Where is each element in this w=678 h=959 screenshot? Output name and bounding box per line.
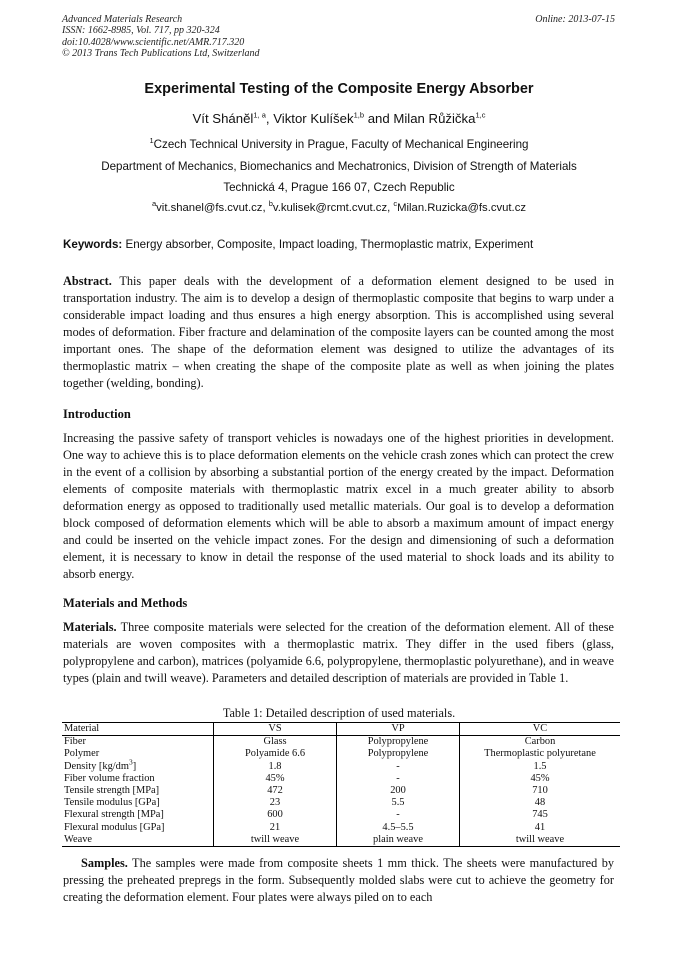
table-header-cell: VC	[460, 723, 621, 736]
issn: ISSN: 1662-8985, Vol. 717, pp 320-324	[62, 25, 220, 37]
table-row: Polymer Polyamide 6.6 Polypropylene Thermoplastic polyuretane	[62, 748, 620, 760]
email-link[interactable]: Milan.Ruzicka@fs.cvut.cz	[397, 202, 526, 214]
table-row: Weave twill weave plain weave twill weave	[62, 834, 620, 847]
author-sup: 1,b	[353, 110, 365, 120]
abstract-label: Abstract.	[63, 274, 112, 288]
samples-label: Samples.	[81, 856, 128, 870]
table-header-cell: VP	[337, 723, 460, 736]
materials-table	[62, 722, 620, 847]
table-row: Fiber Glass Polypropylene Carbon	[62, 736, 620, 749]
materials-paragraph: Materials. Three composite materials were selected for the creation of the deformation element. All of these materials are woven composites with a thermoplastic matrix. They differ in the used fibers (glass, polypropylene and carbon), matrices (polyamide 6.6, polypropylene, thermoplastic polyurethane), and in weave types (plain and twill weave). Parameters and detailed description of materials are provided in Table 1.	[63, 620, 614, 685]
keywords	[63, 238, 533, 251]
materials-label: Materials.	[63, 620, 117, 634]
author-sup: 1,c	[475, 110, 486, 120]
keywords-label: Keywords:	[63, 238, 123, 251]
table-row: Density $[kg/dm^3]$ 1.8 - 1.5	[62, 761, 620, 773]
abstract-text: This paper deals with the development of a deformation element designed to be used in transportation industry. The aim is to develop a design of thermoplastic composite that begins to warp under a considerable impact loading and thus ensures a high energy absorption. This is accomplished using several modes of deformation. Fiber fracture and delamination of the composite layers can be counted among the most important ones. The shape of the deformation element was designed to utilize the advantages of its thermoplastic matrix – when creating the shape of the composite plate as well as when joining the plates together (welding, bonding).	[63, 274, 614, 390]
table-row: Flexural modulus [GPa] 21 4.5–5.5 41	[62, 822, 620, 834]
online-date: Online: 2013-07-15	[535, 14, 615, 25]
section-heading: Introduction	[63, 407, 131, 421]
table-header-cell: Material	[62, 723, 214, 736]
author-name: Milan Růžička	[393, 111, 476, 126]
email-line: $^a$vit.shanel@fs.cvut.cz, $^b$v.kulisek@rcmt.cvut.cz, $^c$Milan.Ruzicka@fs.cvut.cz	[151, 199, 526, 214]
table-row: Tensile strength [MPa] 472 200 710	[62, 785, 620, 797]
table-header-row	[62, 723, 620, 736]
copyright: © 2013 Trans Tech Publications Ltd, Switzerland	[62, 48, 260, 60]
affiliation-line: Technická 4, Prague 166 07, Czech Republic	[223, 181, 455, 194]
section-heading: Materials and Methods	[63, 596, 188, 610]
journal-header	[62, 14, 260, 60]
samples-paragraph: Samples. The samples were made from composite sheets 1 mm thick. The sheets were manufactured by pressing the preheated prepregs in the form. Subsequently molded slabs were cut to achieve the geometry for creating the deformation element. Four plates were always piled on to each	[63, 856, 614, 904]
email-link[interactable]: v.kulisek@rcmt.cvut.cz	[272, 202, 388, 214]
keywords-text: Energy absorber, Composite, Impact loading, Thermoplastic matrix, Experiment	[122, 238, 534, 251]
author-name: Vít Shánĕl	[192, 111, 254, 126]
journal-name: Advanced Materials Research	[62, 14, 183, 25]
author-name: Viktor Kulíšek	[273, 111, 354, 126]
email-link[interactable]: vit.shanel@fs.cvut.cz	[156, 202, 263, 214]
abstract	[63, 273, 614, 392]
table-row: Flexural strength [MPa] 600 - 745	[62, 809, 620, 821]
introduction-text: Increasing the passive safety of transport vehicles is nowadays one of the highest priorities in development. One way to achieve this is to place deformation elements on the vehicle crash zones which can protect the crew in the event of a collision by absorbing a substantial portion of the energy created by the impact. Deformation elements of composite materials with thermoplastic matrix excel in a much greater ability to absorb deformation energy as opposed to traditionally used metallic materials. Our goal is to develop a deformation block composed of deformation elements which will be able to absorb a maximum amount of impact energy and could be inserted on the vehicle impact zones. For the design and dimensioning of such a deformation element, it is necessary to know in detail the response of the used material to shock loads and its ability to absorb energy.	[63, 431, 614, 581]
author-sup: 1, a	[253, 110, 266, 120]
author-list: Vít Shánĕl$^{1, a}$, Viktor Kulíšek$^{1,b}$ and Milan Růžička$^{1,c}$	[192, 110, 486, 126]
table-header-cell: VS	[214, 723, 337, 736]
affiliation-line: Department of Mechanics, Biomechanics and Mechatronics, Division of Strength of Materials	[101, 160, 577, 173]
affiliation-line: $^1$Czech Technical University in Prague, Faculty of Mechanical Engineering	[149, 136, 529, 151]
table-caption: Table 1: Detailed description of used materials.	[222, 706, 456, 720]
table-row: Tensile modulus [GPa] 23 5.5 48	[62, 797, 620, 809]
paper-title: Experimental Testing of the Composite Energy Absorber	[144, 81, 534, 97]
doi: doi:10.4028/www.scientific.net/AMR.717.320	[62, 36, 245, 48]
table-row: Fiber volume fraction 45% - 45%	[62, 773, 620, 785]
